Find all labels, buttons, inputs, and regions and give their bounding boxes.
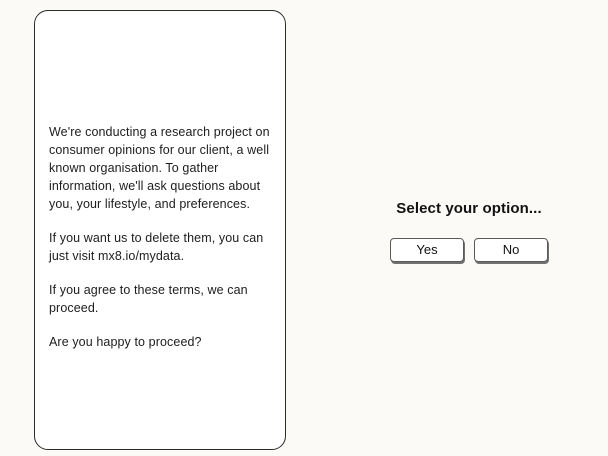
message-paragraph-2: If you want us to delete them, you can just visit mx8.io/mydata.: [49, 231, 264, 263]
message-card-content: [49, 123, 273, 351]
yes-button[interactable]: Yes: [390, 238, 464, 262]
message-paragraph-3: If you agree to these terms, we can proceed.: [49, 283, 248, 315]
option-panel: [330, 0, 608, 456]
option-button-group: [330, 238, 608, 262]
message-paragraph-4: Are you happy to proceed?: [49, 335, 202, 349]
option-prompt: Select your option...: [396, 200, 542, 217]
message-paragraph-1: We're conducting a research project on consumer opinions for our client, a well known organisation. To gather information, we'll ask questions about you, your lifestyle, and preferences.: [49, 125, 270, 211]
no-button[interactable]: No: [474, 238, 548, 262]
message-card: [34, 10, 286, 450]
